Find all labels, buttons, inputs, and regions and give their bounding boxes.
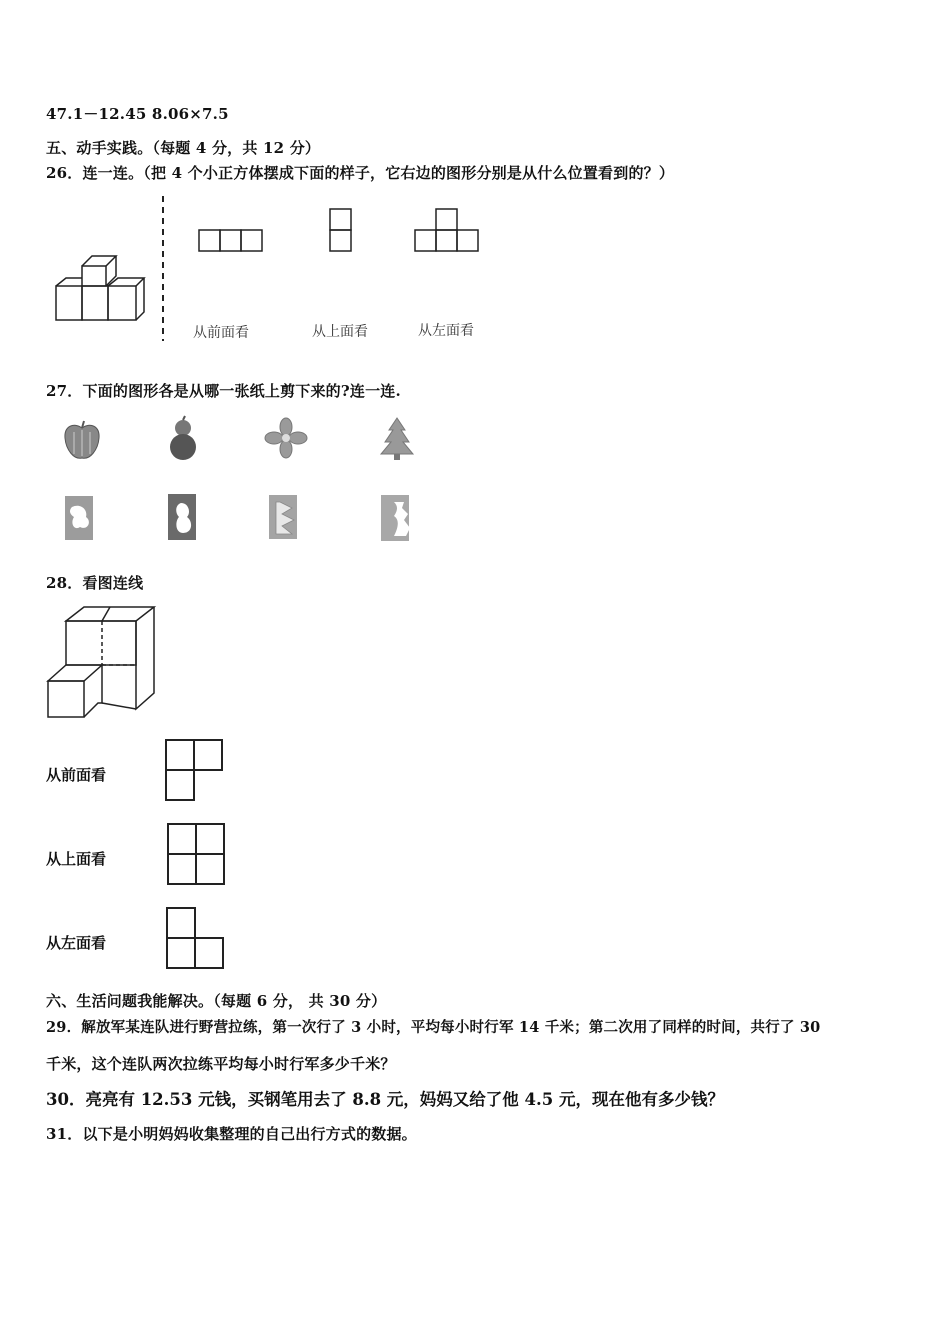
- q29-line2: 千米，这个连队两次拉练平均每小时行军多少千米？: [46, 1055, 396, 1073]
- q27-text: 27．下面的图形各是从哪一张纸上剪下来的?连一连.: [46, 382, 401, 400]
- q26-divider: [160, 196, 166, 341]
- q26-view-top: [329, 208, 355, 254]
- paper-cut-1: [64, 495, 96, 543]
- q28-view-1: [164, 738, 226, 804]
- q28-label-top: 从上面看: [46, 850, 107, 868]
- paper-cut-3: [268, 494, 300, 542]
- q26-label-top: 从上面看: [312, 324, 368, 340]
- calc-line: 47.1－12.45 8.06×7.5: [46, 105, 229, 123]
- q26-text: 26．连一连。（把 4 个小正方体摆成下面的样子，它右边的图形分别是从什么位置看到的？）: [46, 164, 675, 182]
- q26-view-left: [414, 208, 484, 254]
- q30-text: 30．亮亮有 12.53 元钱，买钢笔用去了 8.8 元，妈妈又给了他 4.5 元，现在他有多少钱？: [46, 1090, 725, 1109]
- apple-icon: [60, 418, 104, 462]
- section6-heading: 六、生活问题我能解决。（每题 6 分， 共 30 分）: [46, 992, 387, 1010]
- q31-text: 31．以下是小明妈妈收集整理的自己出行方式的数据。: [46, 1125, 417, 1143]
- tree-icon: [377, 416, 417, 462]
- q28-view-3: [165, 906, 227, 972]
- section5-heading: 五、动手实践。（每题 4 分，共 12 分）: [46, 139, 321, 157]
- q26-view-front: [198, 229, 266, 255]
- q26-label-left: 从左面看: [418, 323, 474, 339]
- q28-label-front: 从前面看: [46, 766, 107, 784]
- paper-cut-2: [167, 493, 199, 543]
- flower-icon: [264, 418, 308, 458]
- q26-label-front: 从前面看: [193, 325, 249, 341]
- q29-line1: 29．解放军某连队进行野营拉练，第一次行了 3 小时，平均每小时行军 14 千米；第二次用了同样的时间，共行了 30: [46, 1019, 821, 1036]
- q28-label-left: 从左面看: [46, 934, 107, 952]
- q28-view-2: [166, 822, 228, 888]
- q28-text: 28．看图连线: [46, 574, 144, 592]
- q28-cube-figure: [46, 605, 158, 720]
- q26-cube-figure: [50, 250, 150, 325]
- paper-cut-4: [380, 494, 412, 544]
- gourd-icon: [165, 416, 201, 462]
